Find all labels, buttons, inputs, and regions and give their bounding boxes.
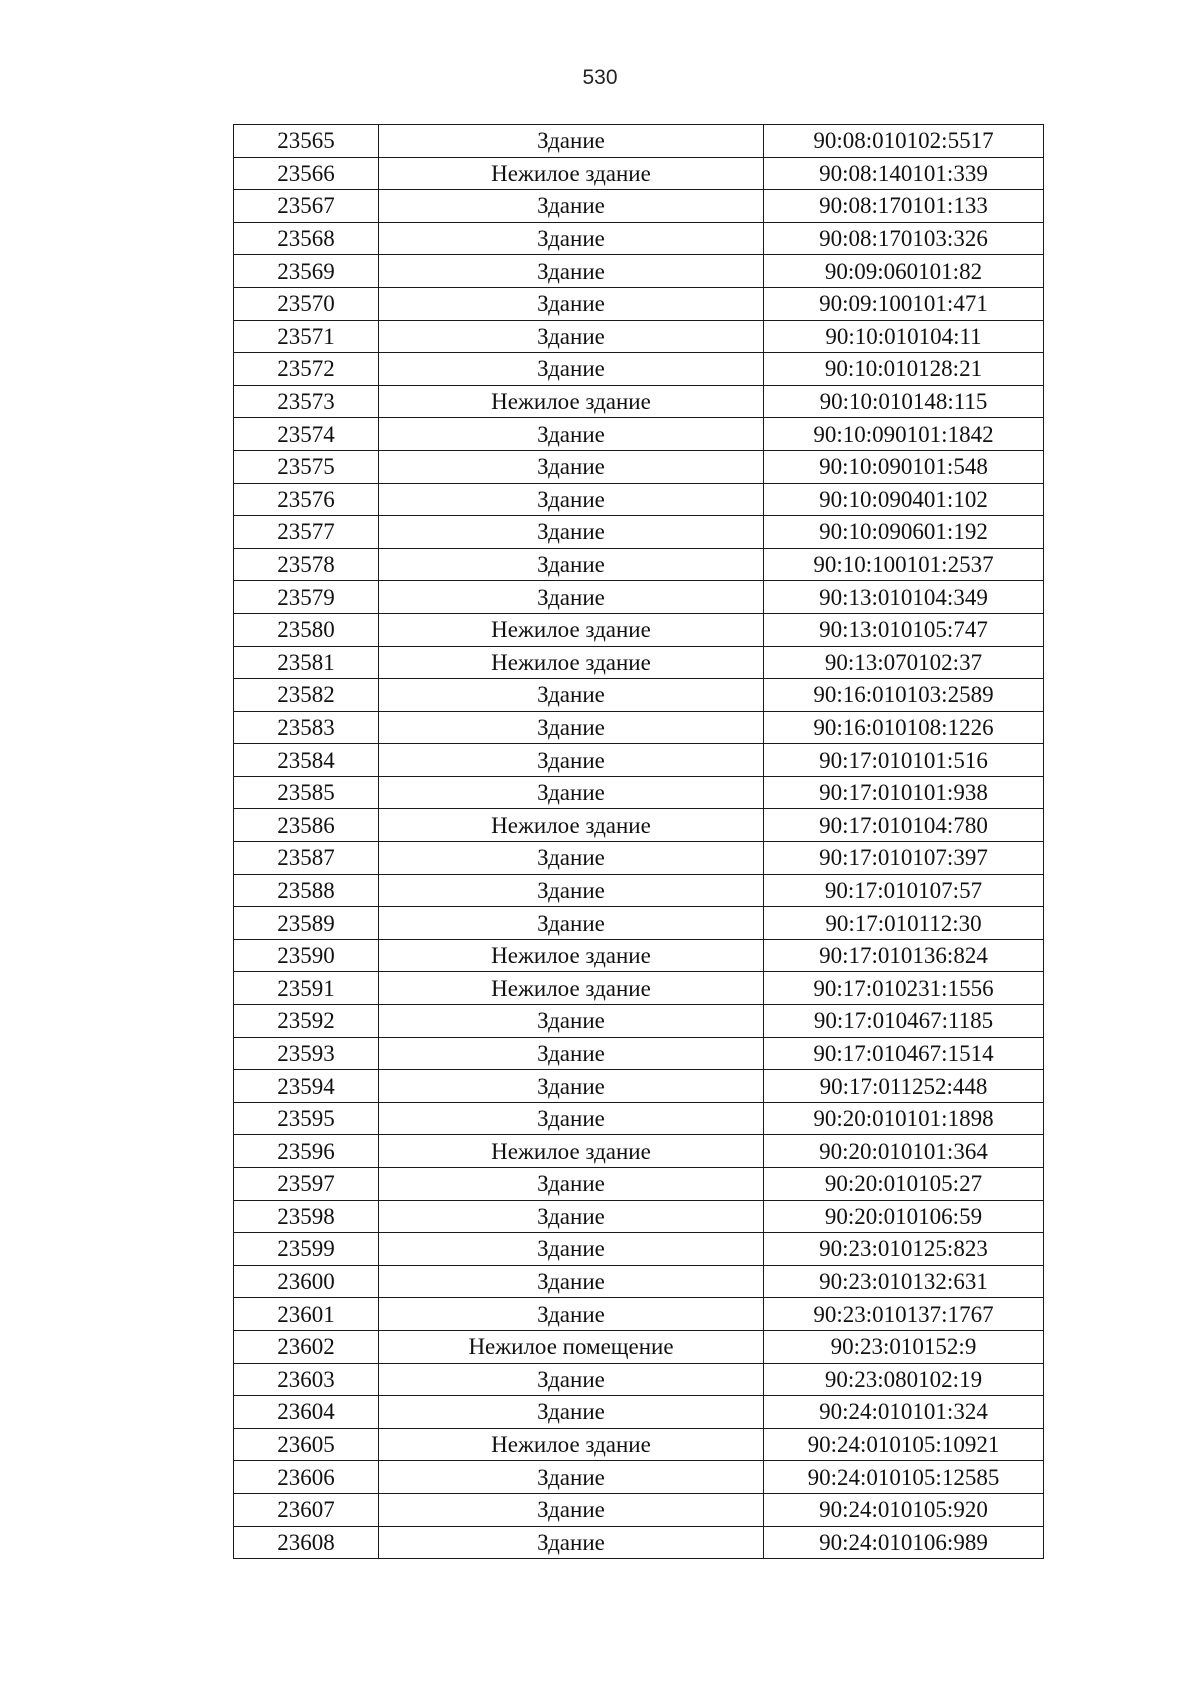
object-type-cell: Нежилое помещение (379, 1330, 764, 1363)
table-row (234, 1330, 1044, 1363)
table-row (234, 776, 1044, 809)
object-type-cell: Нежилое здание (379, 939, 764, 972)
table-row (234, 1168, 1044, 1201)
row-number-cell: 23582 (234, 679, 379, 712)
row-number-cell: 23580 (234, 613, 379, 646)
cadastral-number-cell: 90:23:080102:19 (764, 1363, 1044, 1396)
row-number-cell: 23591 (234, 972, 379, 1005)
row-number-cell: 23607 (234, 1493, 379, 1526)
object-type-cell: Нежилое здание (379, 385, 764, 418)
object-type-cell: Нежилое здание (379, 646, 764, 679)
table-row (234, 516, 1044, 549)
row-number-cell: 23581 (234, 646, 379, 679)
row-number-cell: 23602 (234, 1330, 379, 1363)
table-row (234, 1037, 1044, 1070)
registry-table (233, 124, 1044, 1559)
cadastral-number-cell: 90:24:010105:920 (764, 1493, 1044, 1526)
cadastral-number-cell: 90:13:010104:349 (764, 581, 1044, 614)
row-number-cell: 23568 (234, 222, 379, 255)
object-type-cell: Здание (379, 320, 764, 353)
table-row (234, 1428, 1044, 1461)
cadastral-number-cell: 90:16:010103:2589 (764, 679, 1044, 712)
row-number-cell: 23593 (234, 1037, 379, 1070)
row-number-cell: 23566 (234, 157, 379, 190)
object-type-cell: Здание (379, 744, 764, 777)
object-type-cell: Здание (379, 776, 764, 809)
table-row (234, 581, 1044, 614)
table-row (234, 548, 1044, 581)
cadastral-number-cell: 90:10:090101:1842 (764, 418, 1044, 451)
row-number-cell: 23600 (234, 1265, 379, 1298)
table-row (234, 1396, 1044, 1429)
cadastral-number-cell: 90:10:100101:2537 (764, 548, 1044, 581)
row-number-cell: 23567 (234, 190, 379, 223)
object-type-cell: Здание (379, 679, 764, 712)
row-number-cell: 23583 (234, 711, 379, 744)
object-type-cell: Здание (379, 1461, 764, 1494)
cadastral-number-cell: 90:10:090601:192 (764, 516, 1044, 549)
cadastral-number-cell: 90:20:010101:1898 (764, 1102, 1044, 1135)
table-row (234, 157, 1044, 190)
row-number-cell: 23596 (234, 1135, 379, 1168)
cadastral-number-cell: 90:24:010105:12585 (764, 1461, 1044, 1494)
row-number-cell: 23588 (234, 874, 379, 907)
cadastral-number-cell: 90:08:140101:339 (764, 157, 1044, 190)
object-type-cell: Здание (379, 907, 764, 940)
object-type-cell: Здание (379, 255, 764, 288)
row-number-cell: 23571 (234, 320, 379, 353)
table-row (234, 939, 1044, 972)
cadastral-number-cell: 90:17:010107:397 (764, 842, 1044, 875)
table-row (234, 1461, 1044, 1494)
cadastral-number-cell: 90:17:010107:57 (764, 874, 1044, 907)
table-row (234, 1363, 1044, 1396)
row-number-cell: 23577 (234, 516, 379, 549)
cadastral-number-cell: 90:17:010101:938 (764, 776, 1044, 809)
table-row (234, 842, 1044, 875)
table-row (234, 125, 1044, 158)
cadastral-number-cell: 90:09:060101:82 (764, 255, 1044, 288)
table-row (234, 1200, 1044, 1233)
object-type-cell: Нежилое здание (379, 972, 764, 1005)
table-row (234, 874, 1044, 907)
cadastral-number-cell: 90:09:100101:471 (764, 287, 1044, 320)
row-number-cell: 23604 (234, 1396, 379, 1429)
table-row (234, 613, 1044, 646)
cadastral-number-cell: 90:17:010467:1514 (764, 1037, 1044, 1070)
table-row (234, 1135, 1044, 1168)
cadastral-number-cell: 90:20:010101:364 (764, 1135, 1044, 1168)
cadastral-number-cell: 90:17:010112:30 (764, 907, 1044, 940)
object-type-cell: Здание (379, 874, 764, 907)
table-row (234, 320, 1044, 353)
row-number-cell: 23598 (234, 1200, 379, 1233)
cadastral-number-cell: 90:17:010136:824 (764, 939, 1044, 972)
registry-table-body (234, 125, 1044, 1559)
table-row (234, 1298, 1044, 1331)
row-number-cell: 23573 (234, 385, 379, 418)
row-number-cell: 23595 (234, 1102, 379, 1135)
row-number-cell: 23590 (234, 939, 379, 972)
cadastral-number-cell: 90:24:010106:989 (764, 1526, 1044, 1559)
cadastral-number-cell: 90:10:090101:548 (764, 450, 1044, 483)
cadastral-number-cell: 90:10:010128:21 (764, 353, 1044, 386)
object-type-cell: Здание (379, 1070, 764, 1103)
cadastral-number-cell: 90:10:010104:11 (764, 320, 1044, 353)
row-number-cell: 23587 (234, 842, 379, 875)
row-number-cell: 23594 (234, 1070, 379, 1103)
object-type-cell: Здание (379, 353, 764, 386)
object-type-cell: Здание (379, 711, 764, 744)
object-type-cell: Здание (379, 1037, 764, 1070)
row-number-cell: 23576 (234, 483, 379, 516)
row-number-cell: 23586 (234, 809, 379, 842)
table-row (234, 353, 1044, 386)
table-row (234, 1233, 1044, 1266)
table-row (234, 711, 1044, 744)
object-type-cell: Здание (379, 450, 764, 483)
row-number-cell: 23606 (234, 1461, 379, 1494)
table-row (234, 1265, 1044, 1298)
object-type-cell: Здание (379, 1168, 764, 1201)
table-row (234, 1526, 1044, 1559)
table-row (234, 809, 1044, 842)
table-row (234, 1102, 1044, 1135)
table-row (234, 646, 1044, 679)
cadastral-number-cell: 90:13:010105:747 (764, 613, 1044, 646)
row-number-cell: 23603 (234, 1363, 379, 1396)
object-type-cell: Здание (379, 1200, 764, 1233)
cadastral-number-cell: 90:17:011252:448 (764, 1070, 1044, 1103)
row-number-cell: 23572 (234, 353, 379, 386)
row-number-cell: 23569 (234, 255, 379, 288)
cadastral-number-cell: 90:08:010102:5517 (764, 125, 1044, 158)
cadastral-number-cell: 90:23:010152:9 (764, 1330, 1044, 1363)
table-row (234, 418, 1044, 451)
cadastral-number-cell: 90:08:170101:133 (764, 190, 1044, 223)
cadastral-number-cell: 90:17:010467:1185 (764, 1005, 1044, 1038)
row-number-cell: 23597 (234, 1168, 379, 1201)
object-type-cell: Здание (379, 842, 764, 875)
object-type-cell: Здание (379, 125, 764, 158)
object-type-cell: Здание (379, 581, 764, 614)
row-number-cell: 23575 (234, 450, 379, 483)
object-type-cell: Здание (379, 1526, 764, 1559)
object-type-cell: Здание (379, 1396, 764, 1429)
object-type-cell: Здание (379, 1005, 764, 1038)
table-row (234, 972, 1044, 1005)
row-number-cell: 23565 (234, 125, 379, 158)
object-type-cell: Здание (379, 483, 764, 516)
object-type-cell: Нежилое здание (379, 613, 764, 646)
table-row (234, 287, 1044, 320)
object-type-cell: Здание (379, 548, 764, 581)
object-type-cell: Нежилое здание (379, 1135, 764, 1168)
cadastral-number-cell: 90:10:090401:102 (764, 483, 1044, 516)
row-number-cell: 23574 (234, 418, 379, 451)
row-number-cell: 23608 (234, 1526, 379, 1559)
object-type-cell: Нежилое здание (379, 809, 764, 842)
row-number-cell: 23605 (234, 1428, 379, 1461)
table-row (234, 255, 1044, 288)
object-type-cell: Здание (379, 1102, 764, 1135)
object-type-cell: Здание (379, 190, 764, 223)
table-row (234, 385, 1044, 418)
table-row (234, 679, 1044, 712)
row-number-cell: 23578 (234, 548, 379, 581)
object-type-cell: Здание (379, 1493, 764, 1526)
row-number-cell: 23585 (234, 776, 379, 809)
row-number-cell: 23601 (234, 1298, 379, 1331)
table-row (234, 190, 1044, 223)
table-row (234, 744, 1044, 777)
object-type-cell: Здание (379, 1363, 764, 1396)
cadastral-number-cell: 90:20:010105:27 (764, 1168, 1044, 1201)
object-type-cell: Здание (379, 516, 764, 549)
cadastral-number-cell: 90:24:010101:324 (764, 1396, 1044, 1429)
row-number-cell: 23584 (234, 744, 379, 777)
object-type-cell: Здание (379, 1265, 764, 1298)
row-number-cell: 23599 (234, 1233, 379, 1266)
object-type-cell: Здание (379, 1233, 764, 1266)
cadastral-number-cell: 90:17:010231:1556 (764, 972, 1044, 1005)
cadastral-number-cell: 90:23:010125:823 (764, 1233, 1044, 1266)
cadastral-number-cell: 90:08:170103:326 (764, 222, 1044, 255)
page-number: 530 (582, 66, 618, 89)
cadastral-number-cell: 90:23:010132:631 (764, 1265, 1044, 1298)
table-row (234, 222, 1044, 255)
table-row (234, 450, 1044, 483)
cadastral-number-cell: 90:17:010104:780 (764, 809, 1044, 842)
cadastral-number-cell: 90:23:010137:1767 (764, 1298, 1044, 1331)
object-type-cell: Здание (379, 222, 764, 255)
cadastral-number-cell: 90:24:010105:10921 (764, 1428, 1044, 1461)
row-number-cell: 23570 (234, 287, 379, 320)
cadastral-number-cell: 90:17:010101:516 (764, 744, 1044, 777)
table-row (234, 1070, 1044, 1103)
object-type-cell: Здание (379, 418, 764, 451)
object-type-cell: Нежилое здание (379, 157, 764, 190)
row-number-cell: 23589 (234, 907, 379, 940)
table-row (234, 907, 1044, 940)
table-row (234, 483, 1044, 516)
cadastral-number-cell: 90:16:010108:1226 (764, 711, 1044, 744)
cadastral-number-cell: 90:20:010106:59 (764, 1200, 1044, 1233)
table-row (234, 1493, 1044, 1526)
table-row (234, 1005, 1044, 1038)
cadastral-number-cell: 90:10:010148:115 (764, 385, 1044, 418)
object-type-cell: Нежилое здание (379, 1428, 764, 1461)
row-number-cell: 23579 (234, 581, 379, 614)
object-type-cell: Здание (379, 1298, 764, 1331)
cadastral-number-cell: 90:13:070102:37 (764, 646, 1044, 679)
row-number-cell: 23592 (234, 1005, 379, 1038)
object-type-cell: Здание (379, 287, 764, 320)
